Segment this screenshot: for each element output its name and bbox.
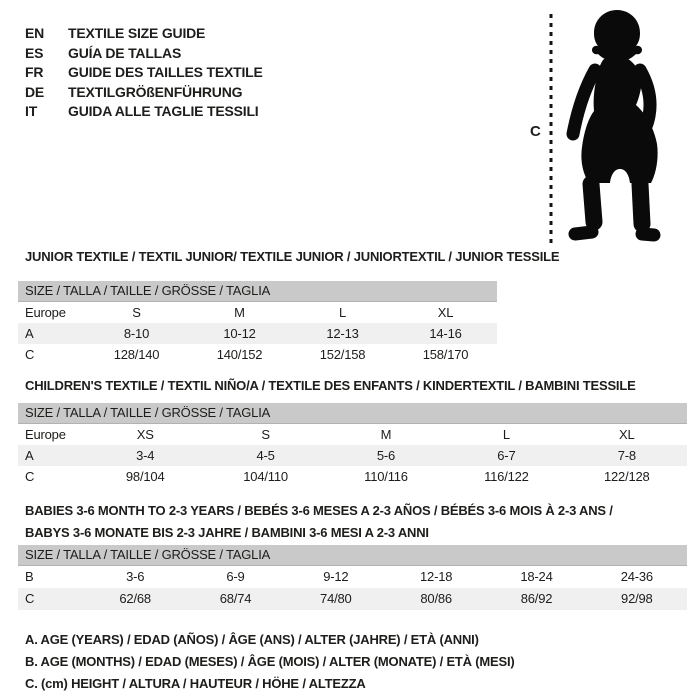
table-cell: 8-10 [123, 326, 150, 341]
height-measure-figure [528, 4, 696, 249]
row-label: A [25, 448, 34, 463]
table-row [18, 323, 497, 344]
language-row-en [25, 24, 263, 44]
table-cell: M [234, 305, 245, 320]
table-cell: 62/68 [119, 591, 151, 606]
language-code: EN [25, 25, 45, 41]
row-label: C [25, 347, 35, 362]
table-cell: 74/80 [320, 591, 352, 606]
table-cell: 4-5 [256, 448, 275, 463]
table-title: JUNIOR TEXTILE / TEXTIL JUNIOR/ TEXTILE JUNIOR / JUNIORTEXTIL / JUNIOR TESSILE [25, 249, 560, 264]
row-label: A [25, 326, 34, 341]
table-cell: XS [136, 427, 154, 442]
table-cell: 68/74 [219, 591, 252, 606]
table-cell: 5-6 [376, 448, 396, 463]
table-cell: XL [437, 305, 454, 320]
babies-textile-table [18, 500, 687, 610]
table-title-block [18, 500, 687, 544]
table-cell: S [261, 427, 270, 442]
table-rows [18, 566, 687, 610]
row-label: Europe [25, 427, 66, 442]
table-cell: 10-12 [223, 326, 256, 341]
language-title: GUÍA DE TALLAS [68, 44, 182, 61]
table-cell: 9-12 [323, 569, 349, 584]
table-cell: 6-7 [497, 448, 516, 463]
language-code: IT [25, 103, 38, 119]
height-dashed-line-icon [549, 12, 553, 244]
table-cell: 152/158 [319, 347, 366, 362]
table-cell: 3-6 [126, 569, 145, 584]
height-label-c: C [530, 123, 541, 140]
table-cell: 12-18 [420, 569, 453, 584]
table-row [18, 566, 687, 588]
size-header-bar: SIZE / TALLA / TAILLE / GRÖSSE / TAGLIA [18, 403, 687, 424]
size-header-bar: SIZE / TALLA / TAILLE / GRÖSSE / TAGLIA [18, 281, 497, 302]
table-cell: 18-24 [520, 569, 553, 584]
table-row [18, 588, 687, 610]
table-cell: 128/140 [113, 347, 160, 362]
table-cell: 158/170 [422, 347, 469, 362]
language-title: TEXTILGRÖßENFÜHRUNG [68, 83, 243, 100]
table-cell: 12-13 [326, 326, 359, 341]
language-code: ES [25, 44, 44, 61]
table-cell: 92/98 [621, 591, 653, 606]
table-cell: 24-36 [620, 569, 653, 584]
language-row-fr [25, 63, 263, 83]
table-row [18, 445, 687, 466]
table-cell: 98/104 [125, 469, 165, 484]
table-cell: S [132, 305, 141, 320]
footnote-a: A. AGE (YEARS) / EDAD (AÑOS) / ÂGE (ANS) / ALTER (JAHRE) / ETÀ (ANNI) [25, 632, 479, 647]
table-cell: 3-4 [136, 448, 155, 463]
language-title: GUIDE DES TAILLES TEXTILE [68, 64, 263, 80]
table-cell: 116/122 [484, 469, 529, 484]
table-cell: 6-9 [226, 569, 245, 584]
footnote-c: C. (cm) HEIGHT / ALTURA / HAUTEUR / HÖHE / ALTEZZA [25, 676, 366, 691]
table-row [18, 302, 497, 323]
language-row-de [25, 83, 263, 103]
table-cell: 122/128 [604, 469, 650, 484]
table-cell: 104/110 [243, 469, 288, 484]
language-code: FR [25, 64, 44, 80]
language-row-it [25, 102, 263, 122]
table-cell: 110/116 [364, 469, 408, 484]
table-title: CHILDREN'S TEXTILE / TEXTIL NIÑO/A / TEXTILE DES ENFANTS / KINDERTEXTIL / BAMBINI TESSILE [25, 378, 636, 393]
table-title-line2: BABYS 3-6 MONATE BIS 2-3 JAHRE / BAMBINI 3-6 MESI A 2-3 ANNI [25, 525, 429, 540]
table-row [18, 344, 497, 365]
language-title: TEXTILE SIZE GUIDE [68, 25, 206, 41]
row-label: C [25, 591, 35, 606]
table-row [18, 466, 687, 487]
table-cell: M [380, 427, 392, 442]
table-cell: L [338, 305, 347, 320]
table-rows [18, 424, 687, 487]
row-label: C [25, 469, 35, 484]
table-cell: L [502, 427, 510, 442]
language-code: DE [25, 83, 45, 100]
table-row [18, 424, 687, 445]
footnote-b: B. AGE (MONTHS) / EDAD (MESES) / ÂGE (MOIS) / ALTER (MONATE) / ETÀ (MESI) [25, 654, 515, 669]
junior-textile-table [18, 249, 560, 365]
table-cell: 7-8 [617, 448, 636, 463]
table-cell: 86/92 [520, 591, 553, 606]
row-label: Europe [25, 305, 66, 320]
table-cell: 80/86 [420, 591, 452, 606]
table-cell: XL [619, 427, 635, 442]
table-cell: 140/152 [216, 347, 263, 362]
table-title-line1: BABIES 3-6 MONTH TO 2-3 YEARS / BEBÉS 3-6 MESES A 2-3 AÑOS / BÉBÉS 3-6 MOIS À 2-3 ANS / [25, 503, 613, 518]
language-title: GUIDA ALLE TAGLIE TESSILI [68, 103, 259, 119]
row-label: B [25, 569, 34, 584]
childrens-textile-table [18, 378, 687, 487]
language-row-es [25, 44, 263, 64]
language-list [25, 24, 263, 122]
table-rows [18, 302, 497, 365]
legend-footnotes [25, 629, 515, 695]
table-cell: 14-16 [429, 326, 462, 341]
size-header-bar: SIZE / TALLA / TAILLE / GRÖSSE / TAGLIA [18, 545, 687, 566]
toddler-silhouette-icon [558, 6, 662, 244]
